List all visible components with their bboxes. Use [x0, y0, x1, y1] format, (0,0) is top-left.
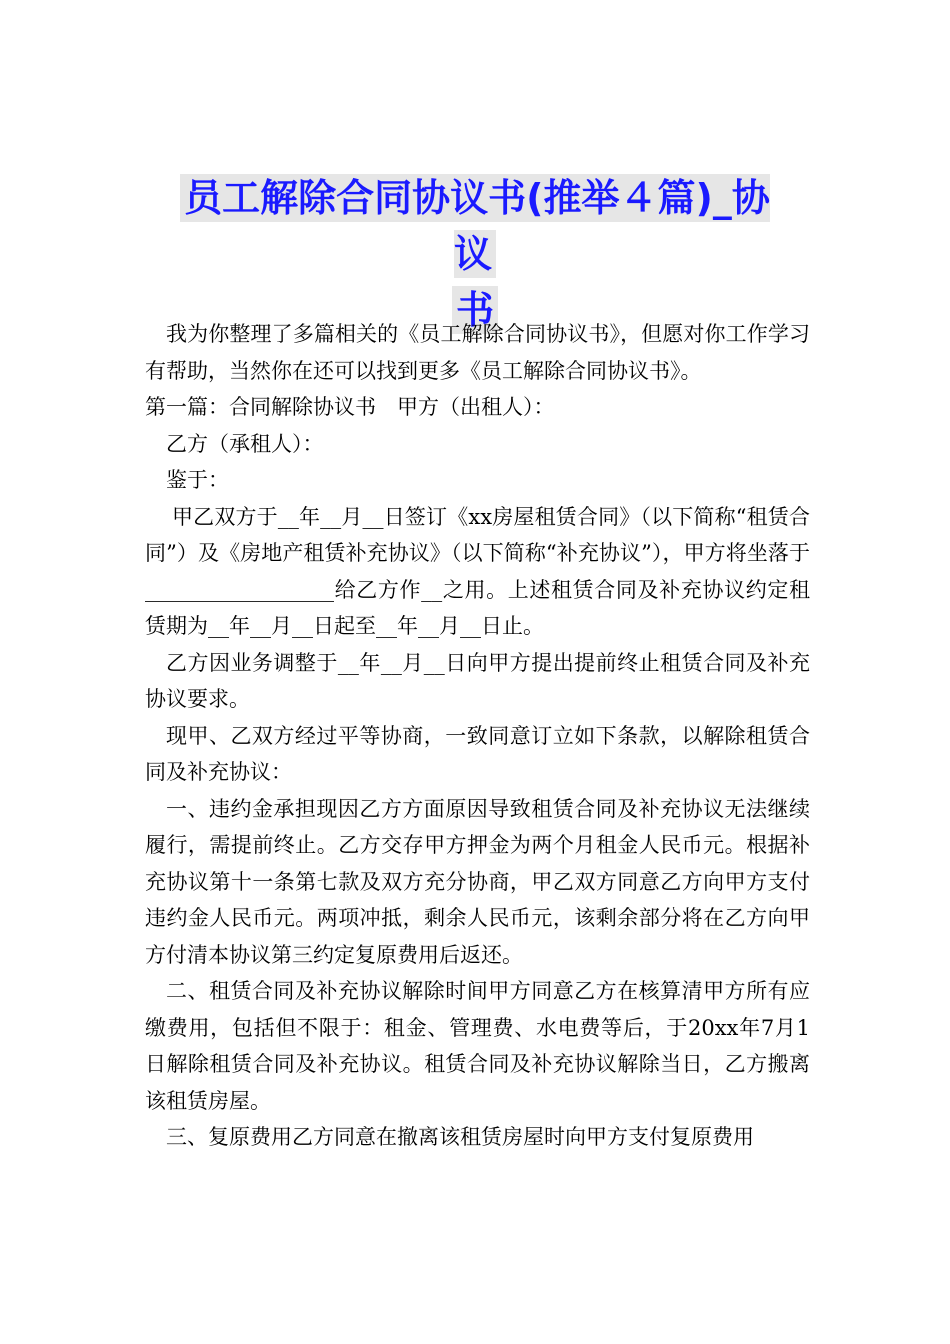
document-body — [145, 316, 810, 1156]
whereas-line: 鉴于： — [166, 468, 229, 492]
title-line-1: 员工解除合同协议书(推举４篇)_协议 — [180, 174, 770, 278]
clause-one: 一、违约金承担现因乙方方面原因导致租赁合同及补充协议无法继续履行，需提前终止。乙方交存甲方押金为两个月租金人民币元。根据补充协议第十一条第七款及双方充分协商，甲乙双方同意乙方向甲方支付违约金人民币元。两项冲抵，剩余人民币元，该剩余部分将在乙方向甲方付清本协议第三约定复原费用后返还。 — [145, 796, 810, 967]
request-paragraph: 乙方因业务调整于__年__月__日向甲方提出提前终止租赁合同及补充协议要求。 — [145, 650, 810, 711]
clause-two: 二、租赁合同及补充协议解除时间甲方同意乙方在核算清甲方所有应缴费用，包括但不限于：租金、管理费、水电费等后，于20xx年7月1日解除租赁合同及补充协议。租赁合同及补充协议解除当日，乙方搬离该租赁房屋。 — [145, 979, 810, 1113]
title-line-2: 书 — [452, 286, 498, 334]
party-b-line: 乙方（承租人）： — [166, 431, 324, 456]
negotiation-paragraph: 现甲、乙双方经过平等协商，一致同意订立如下条款，以解除租赁合同及补充协议： — [145, 723, 810, 784]
clause-three: 三、复原费用乙方同意在撤离该租赁房屋时向甲方支付复原费用 — [166, 1125, 754, 1149]
section-heading: 第一篇：合同解除协议书 甲方（出租人）： — [145, 395, 555, 419]
document-title — [160, 170, 790, 338]
intro-paragraph: 我为你整理了多篇相关的《员工解除合同协议书》，但愿对你工作学习有帮助，当然你在还可以找到更多《员工解除合同协议书》。 — [145, 322, 810, 383]
agreement-paragraph: 甲乙双方于__年__月__日签订《xx房屋租赁合同》（以下简称“租赁合同”）及《房地产租赁补充协议》（以下简称“补充协议”），甲方将坐落于__________________给乙方作__之用。上述租赁合同及补充协议约定租赁期为__年__月__日起至__年__月__日止。 — [145, 504, 810, 638]
